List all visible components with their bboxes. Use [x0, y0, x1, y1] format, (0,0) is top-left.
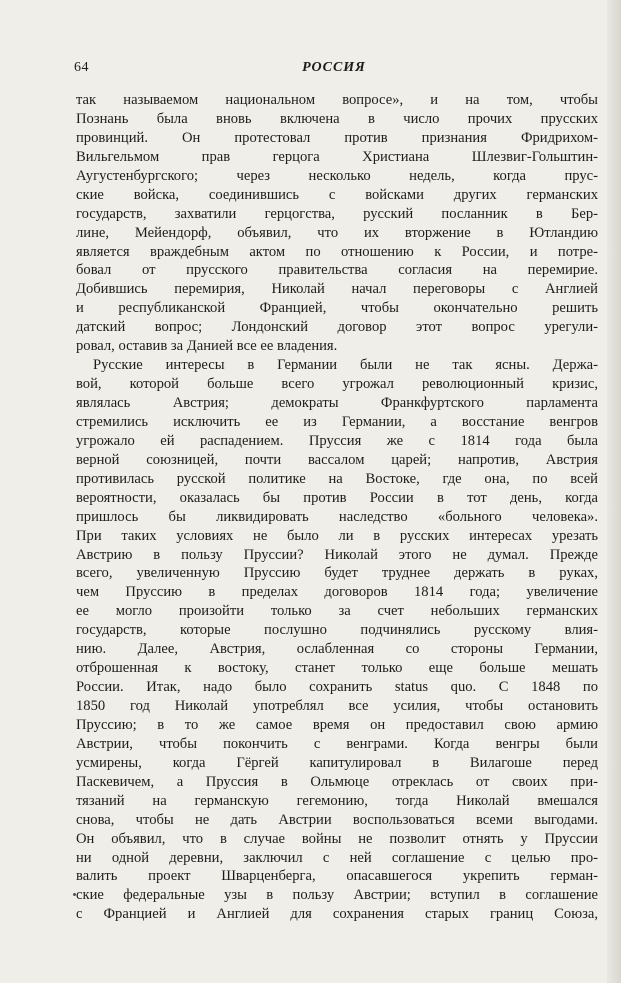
text-line: снова, чтобы не дать Австрии воспользоваться всеми выгодами.	[76, 811, 598, 828]
text-line: ее могло произойти только за счет небольших германских	[76, 603, 598, 620]
text-line: Познань была вновь включена в число прочих прусских	[76, 110, 598, 127]
text-line: Он объявил, что в случае войны не позволит отнять у Пруссии	[76, 830, 598, 847]
text-line: Аугустенбургского; через несколько недель, когда прус-	[76, 167, 598, 184]
text-line: являлась Австрия; демократы Франкфуртского парламента	[76, 395, 598, 411]
text-line: Вильгельмом прав герцога Христиана Шлезвиг-Гольштин-	[76, 148, 598, 165]
text-line: пришлось бы ликвидировать наследство «больного человека».	[76, 508, 598, 525]
text-line: Австрии, чтобы покончить с венграми. Когда венгры были	[76, 735, 598, 752]
text-line: отброшенная к востоку, станет только еще больше мешать	[76, 660, 598, 677]
text-line: При таких условиях не было ли в русских интересах урезать	[76, 527, 598, 544]
text-line: государств, захватили герцогства, русский посланник в Бер-	[76, 205, 598, 222]
page-speck	[73, 893, 76, 896]
text-line: 1850 год Николай употреблял все усилия, чтобы остановить	[76, 698, 598, 714]
text-line: вероятности, оказалась бы против России в тот день, когда	[76, 489, 598, 506]
text-line: провинций. Он протестовал против признания Фридрихом-	[76, 129, 598, 146]
text-line: является враждебным актом по отношению к России, и потре-	[76, 243, 598, 260]
text-line: вой, которой больше всего угрожал революционный кризис,	[76, 376, 598, 393]
text-line: ни одной деревни, заключил с ней соглашение с целью про-	[76, 849, 598, 866]
text-line: с Францией и Англией для сохранения старых границ Союза,	[76, 906, 598, 923]
page-header	[74, 60, 594, 80]
text-line: противилась русской политике на Востоке, где она, по всей	[76, 470, 598, 487]
text-line: чем Пруссию в пределах договоров 1814 года; увеличение	[76, 584, 598, 601]
text-line: и республиканской Францией, чтобы окончательно решить	[76, 300, 598, 317]
text-line: государств, которые послушно подчинялись русскому влия-	[76, 622, 598, 639]
body-text	[76, 91, 598, 924]
text-line: бовал от прусского правительства согласия на перемирие.	[76, 262, 598, 279]
text-line: Русские интересы в Германии были не так ясны. Держа-	[93, 357, 598, 374]
text-line: усмирены, когда Гёргей капитулировал в Вилагоше перед	[76, 754, 598, 771]
text-line: ские федеральные узы в пользу Австрии; вступил в соглашение	[76, 887, 598, 904]
text-line: так называемом национальном вопросе», и на том, чтобы	[76, 92, 598, 108]
text-line: тязаний на германскую гегемонию, тогда Николай вмешался	[76, 792, 598, 809]
text-line: угрожало ей распадением. Пруссия же с 1814 года была	[76, 432, 598, 449]
text-line: датский вопрос; Лондонский договор этот вопрос урегули-	[76, 319, 598, 336]
text-line: ские войска, соединившись с войсками других германских	[76, 186, 598, 203]
page-number: 64	[74, 60, 89, 75]
page-gutter-shadow	[607, 0, 621, 983]
text-line: нию. Далее, Австрия, ослабленная со стороны Германии,	[76, 641, 598, 658]
text-line: всего, увеличенную Пруссию будет труднее держать в руках,	[76, 565, 598, 582]
text-line: Добившись перемирия, Николай начал переговоры с Англией	[76, 281, 598, 298]
text-line: Паскевичем, а Пруссия в Ольмюце отреклась от своих при-	[76, 773, 598, 790]
text-line: верной союзницей, почти вассалом царей; напротив, Австрия	[76, 451, 598, 468]
text-line: России. Итак, надо было сохранить status quo. С 1848 по	[76, 679, 598, 696]
text-line: стремились исключить ее из Германии, а восстание венгров	[76, 413, 598, 430]
text-line: Австрию в пользу Пруссии? Николай этого не думал. Прежде	[76, 546, 598, 563]
running-title: РОССИЯ	[302, 60, 366, 75]
text-line: Пруссию; в то же самое время он предоставил свою армию	[76, 716, 598, 733]
text-line: лине, Мейендорф, объявил, что их вторжение в Ютландию	[76, 224, 598, 241]
text-line: валить проект Шварценберга, опасавшегося укрепить герман-	[76, 868, 598, 885]
text-line: ровал, оставив за Данией все ее владения.	[76, 338, 338, 355]
